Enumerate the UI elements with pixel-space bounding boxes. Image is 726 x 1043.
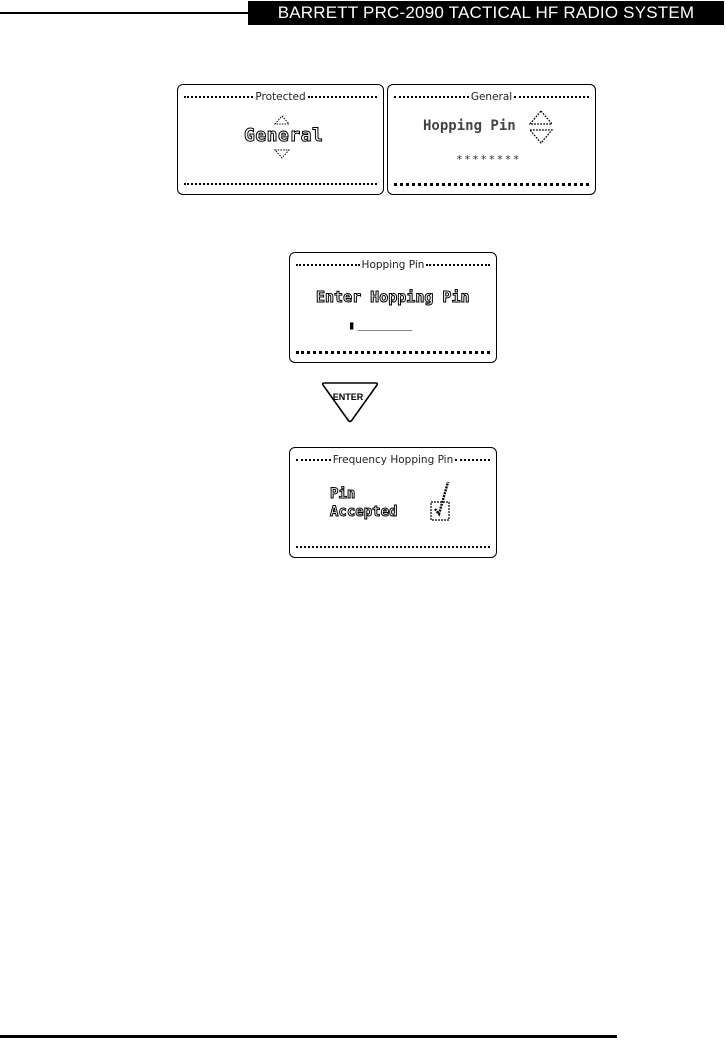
menu-item-general: General bbox=[244, 125, 324, 146]
accepted-label: Accepted bbox=[330, 504, 398, 520]
lcd-title-row bbox=[184, 90, 377, 104]
lcd-screen-hopping-pin bbox=[289, 252, 497, 363]
menu-item-hopping-pin: Hopping Pin bbox=[423, 118, 516, 134]
lcd-title-row bbox=[394, 90, 589, 104]
up-arrow-icon bbox=[274, 115, 290, 125]
footer-rule bbox=[0, 1035, 617, 1038]
lcd-title-row bbox=[296, 258, 490, 272]
enter-pin-prompt: Enter Hopping Pin bbox=[316, 288, 470, 306]
header-rule bbox=[0, 12, 248, 14]
lcd-screen-frequency-hopping-pin bbox=[289, 447, 497, 558]
header-banner: BARRETT PRC-2090 TACTICAL HF RADIO SYSTEM bbox=[248, 1, 724, 25]
lcd-title: Hopping Pin bbox=[361, 259, 425, 271]
lcd-title: Frequency Hopping Pin bbox=[332, 454, 454, 466]
lcd-bottom-dots bbox=[394, 183, 589, 186]
lcd-bottom-dots bbox=[184, 183, 377, 185]
lcd-bottom-dots bbox=[296, 351, 490, 354]
enter-key-label: ENTER bbox=[332, 392, 364, 402]
pin-cursor: ▮ bbox=[348, 318, 356, 332]
pin-entry-field: ________ bbox=[358, 317, 412, 331]
up-down-arrow-icon bbox=[528, 110, 554, 144]
down-arrow-icon bbox=[274, 149, 290, 159]
lcd-title: General bbox=[470, 91, 513, 103]
pin-mask-value: ******** bbox=[456, 153, 521, 166]
lcd-title: Protected bbox=[255, 91, 306, 103]
check-box-icon bbox=[428, 478, 456, 522]
lcd-bottom-dots bbox=[296, 546, 490, 548]
lcd-screen-general bbox=[387, 84, 596, 195]
lcd-title-row bbox=[296, 453, 490, 467]
lcd-screen-protected bbox=[177, 84, 384, 195]
pin-label: Pin bbox=[330, 486, 356, 502]
enter-key-icon bbox=[320, 380, 380, 424]
